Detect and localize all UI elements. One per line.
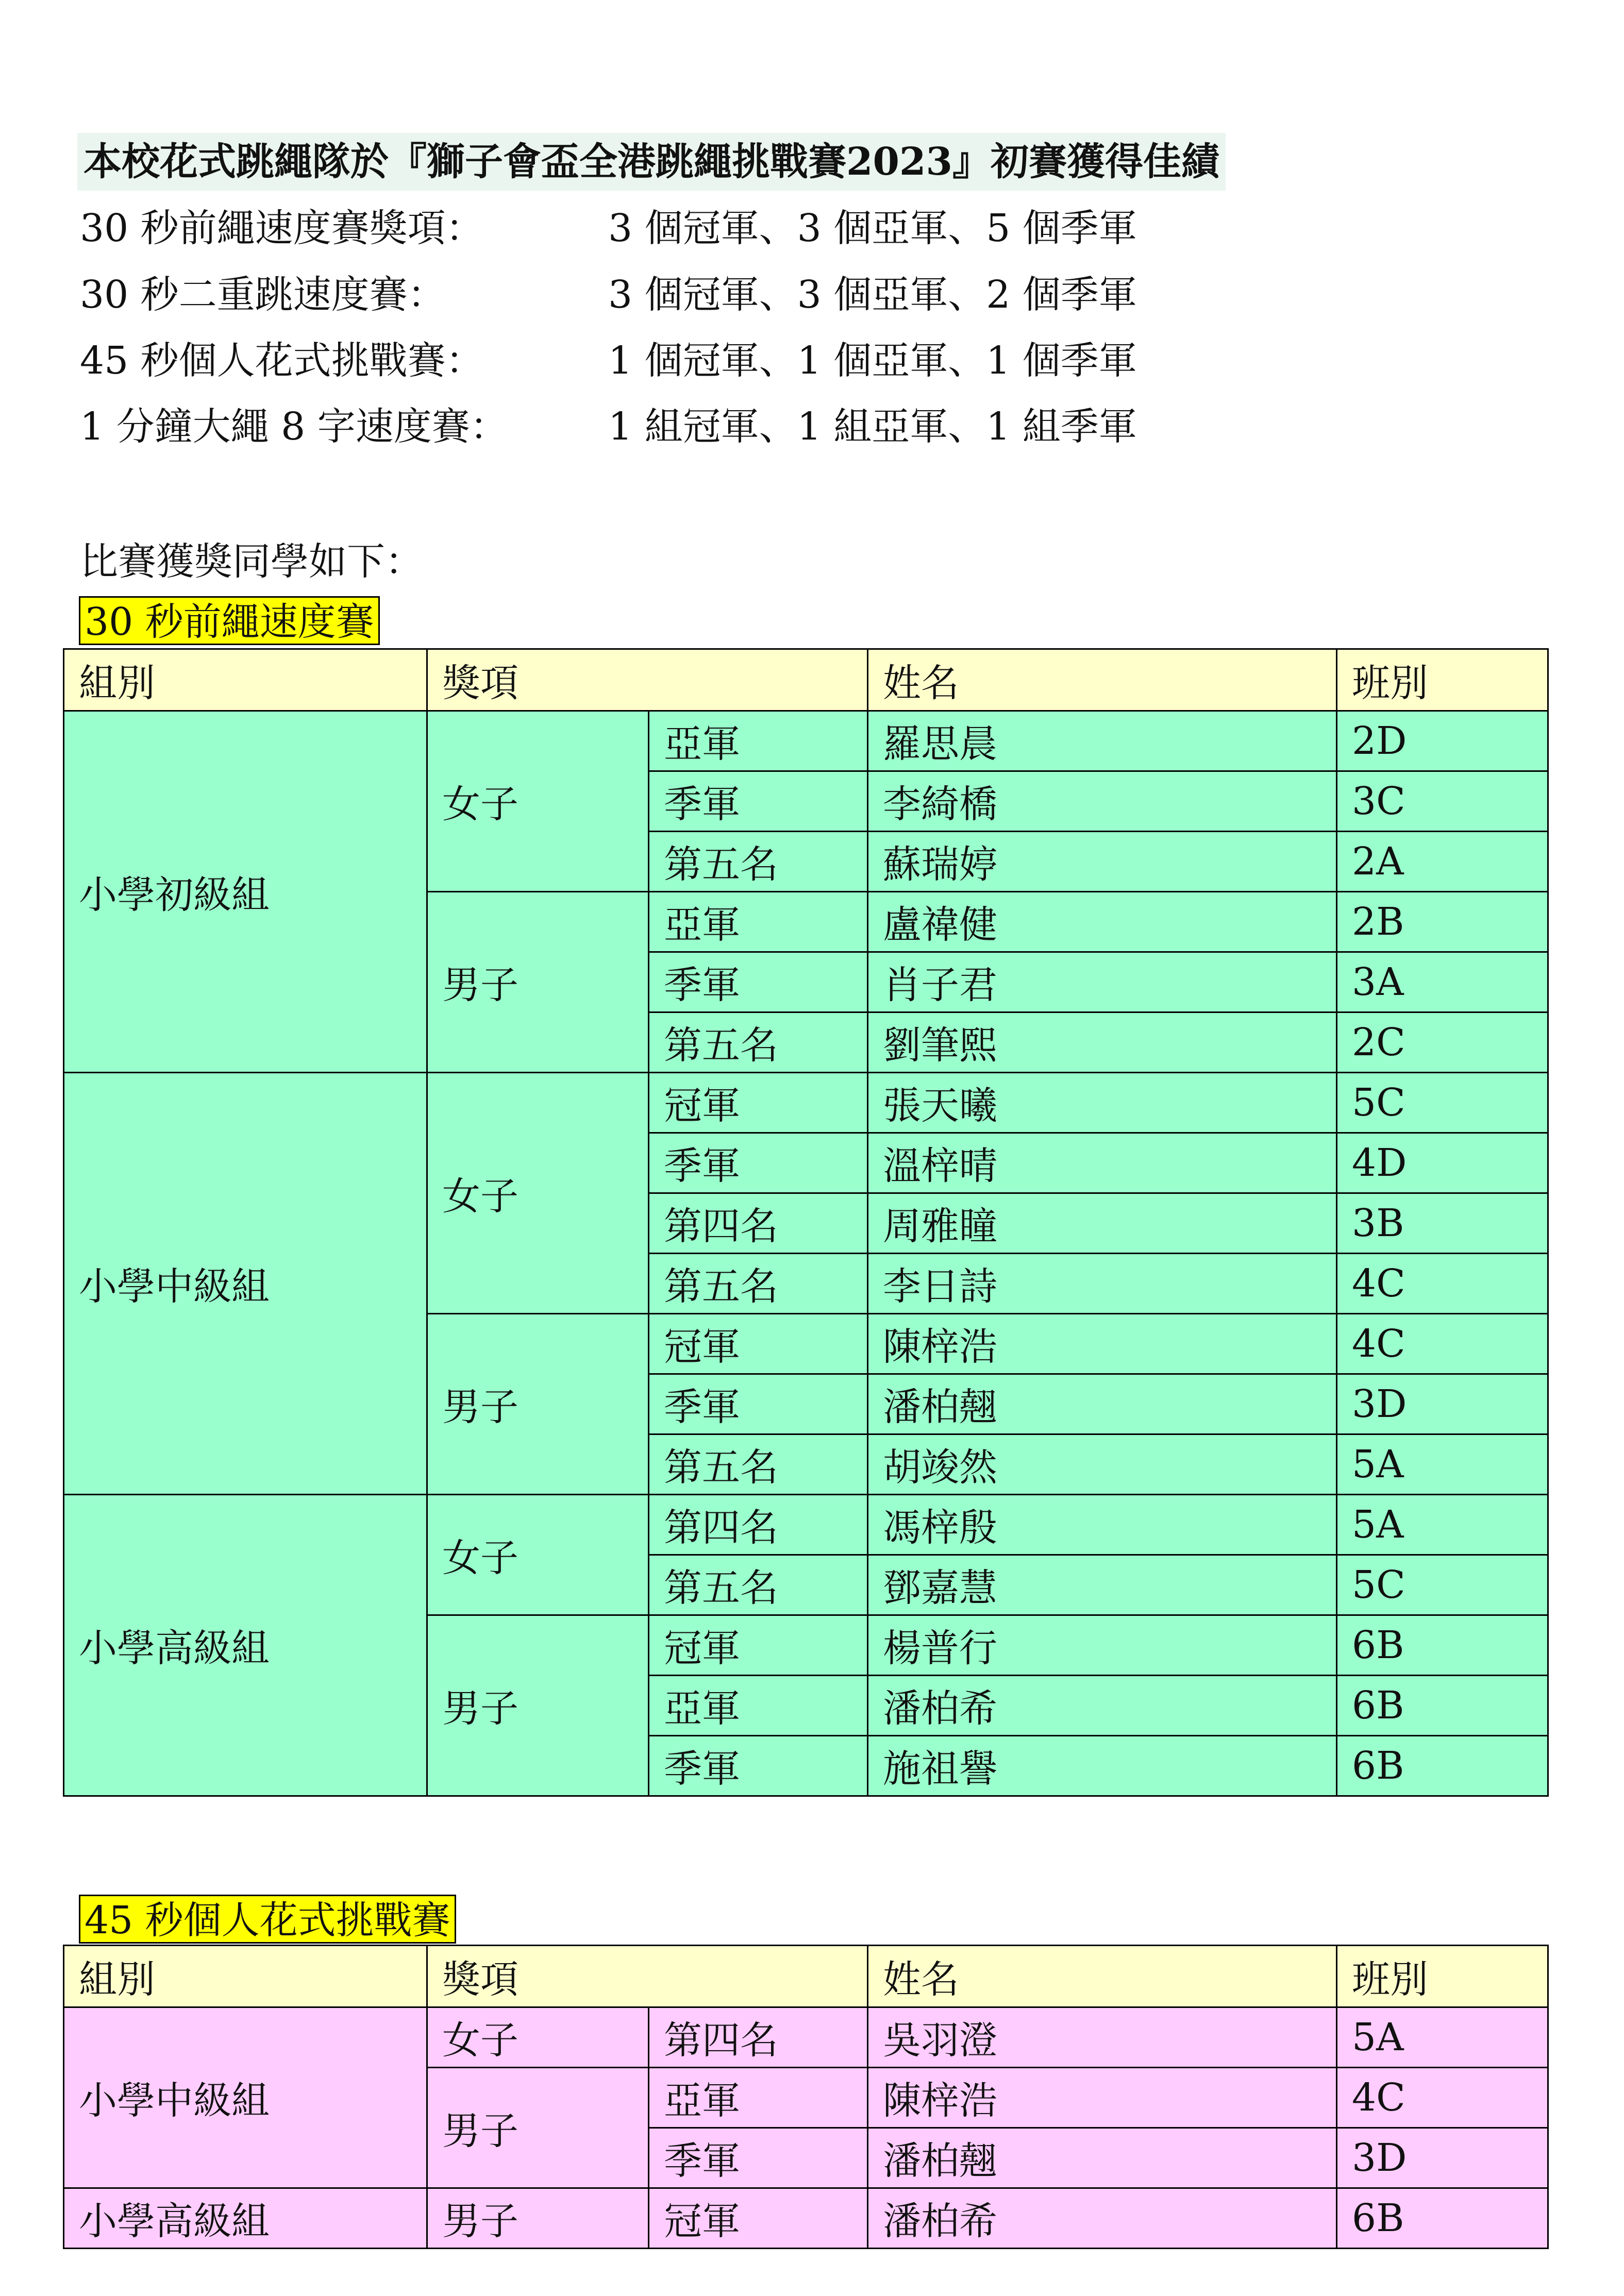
class-cell: 6B xyxy=(1337,1736,1548,1796)
results-table-45s-freestyle xyxy=(63,1945,1549,2249)
section-label-45s-freestyle: 45 秒個人花式挑戰賽 xyxy=(79,1895,456,1944)
class-cell: 3D xyxy=(1337,2128,1548,2188)
place-cell: 冠軍 xyxy=(649,1314,868,1374)
place-cell: 季軍 xyxy=(649,771,868,832)
name-cell: 楊普行 xyxy=(868,1615,1337,1676)
gender-cell: 女子 xyxy=(427,1073,649,1314)
class-cell: 4C xyxy=(1337,1254,1548,1314)
class-cell: 2C xyxy=(1337,1012,1548,1073)
place-cell: 亞軍 xyxy=(649,2068,868,2128)
place-cell: 冠軍 xyxy=(649,1073,868,1133)
header-group: 組別 xyxy=(64,649,427,711)
class-cell: 6B xyxy=(1337,2188,1548,2249)
table-row xyxy=(64,2007,1548,2068)
place-cell: 季軍 xyxy=(649,2128,868,2188)
class-cell: 2A xyxy=(1337,832,1548,892)
name-cell: 劉筆熙 xyxy=(868,1012,1337,1073)
class-cell: 4C xyxy=(1337,1314,1548,1374)
section-label-30s-speed: 30 秒前繩速度賽 xyxy=(79,596,380,645)
summary-result: 3 個冠軍、3 個亞軍、2 個季軍 xyxy=(608,273,1137,317)
group-cell: 小學高級組 xyxy=(64,2188,427,2249)
table-header-row xyxy=(64,1946,1548,2007)
place-cell: 第五名 xyxy=(649,1254,868,1314)
name-cell: 吳羽澄 xyxy=(868,2007,1337,2068)
header-class: 班別 xyxy=(1337,649,1548,711)
table-row xyxy=(64,2188,1548,2249)
name-cell: 陳梓浩 xyxy=(868,2068,1337,2128)
class-cell: 3A xyxy=(1337,952,1548,1012)
place-cell: 第四名 xyxy=(649,1495,868,1555)
name-cell: 羅思晨 xyxy=(868,711,1337,771)
place-cell: 季軍 xyxy=(649,1133,868,1193)
name-cell: 潘柏翹 xyxy=(868,1374,1337,1434)
table-header-row xyxy=(64,649,1548,711)
place-cell: 冠軍 xyxy=(649,1615,868,1676)
table-row xyxy=(64,1495,1548,1555)
winners-intro: 比賽獲獎同學如下： xyxy=(80,539,423,584)
summary-result: 1 個冠軍、1 個亞軍、1 個季軍 xyxy=(608,339,1137,383)
place-cell: 第五名 xyxy=(649,1434,868,1495)
name-cell: 潘柏希 xyxy=(868,2188,1337,2249)
class-cell: 2B xyxy=(1337,892,1548,952)
place-cell: 第四名 xyxy=(649,2007,868,2068)
place-cell: 冠軍 xyxy=(649,2188,868,2249)
name-cell: 溫梓晴 xyxy=(868,1133,1337,1193)
table-row xyxy=(64,711,1548,771)
name-cell: 陳梓浩 xyxy=(868,1314,1337,1374)
place-cell: 第五名 xyxy=(649,1555,868,1615)
summary-result: 3 個冠軍、3 個亞軍、5 個季軍 xyxy=(608,206,1137,250)
gender-cell: 男子 xyxy=(427,2068,649,2188)
class-cell: 6B xyxy=(1337,1676,1548,1736)
place-cell: 亞軍 xyxy=(649,1676,868,1736)
summary-event: 30 秒前繩速度賽獎項： xyxy=(80,206,484,250)
name-cell: 潘柏希 xyxy=(868,1676,1337,1736)
class-cell: 5A xyxy=(1337,1434,1548,1495)
place-cell: 季軍 xyxy=(649,1736,868,1796)
summary-event: 1 分鐘大繩 8 字速度賽： xyxy=(80,404,508,449)
name-cell: 胡竣然 xyxy=(868,1434,1337,1495)
group-cell: 小學中級組 xyxy=(64,1073,427,1495)
place-cell: 季軍 xyxy=(649,1374,868,1434)
gender-cell: 男子 xyxy=(427,1615,649,1796)
header-name: 姓名 xyxy=(868,649,1337,711)
class-cell: 5A xyxy=(1337,2007,1548,2068)
header-group: 組別 xyxy=(64,1946,427,2007)
place-cell: 第五名 xyxy=(649,832,868,892)
header-class: 班別 xyxy=(1337,1946,1548,2007)
group-cell: 小學初級組 xyxy=(64,711,427,1073)
name-cell: 潘柏翹 xyxy=(868,2128,1337,2188)
class-cell: 5C xyxy=(1337,1555,1548,1615)
class-cell: 4D xyxy=(1337,1133,1548,1193)
table-row xyxy=(64,1073,1548,1133)
gender-cell: 女子 xyxy=(427,711,649,892)
gender-cell: 男子 xyxy=(427,892,649,1073)
name-cell: 蘇瑞婷 xyxy=(868,832,1337,892)
class-cell: 5A xyxy=(1337,1495,1548,1555)
group-cell: 小學高級組 xyxy=(64,1495,427,1796)
page-title: 本校花式跳繩隊於『獅子會盃全港跳繩挑戰賽2023』初賽獲得佳績 xyxy=(77,133,1226,191)
name-cell: 李綺橋 xyxy=(868,771,1337,832)
class-cell: 3B xyxy=(1337,1193,1548,1254)
header-award: 獎項 xyxy=(427,1946,868,2007)
class-cell: 2D xyxy=(1337,711,1548,771)
name-cell: 周雅瞳 xyxy=(868,1193,1337,1254)
class-cell: 6B xyxy=(1337,1615,1548,1676)
name-cell: 李日詩 xyxy=(868,1254,1337,1314)
summary-event: 45 秒個人花式挑戰賽： xyxy=(80,339,484,383)
gender-cell: 男子 xyxy=(427,2188,649,2249)
gender-cell: 女子 xyxy=(427,2007,649,2068)
header-award: 獎項 xyxy=(427,649,868,711)
gender-cell: 男子 xyxy=(427,1314,649,1495)
place-cell: 亞軍 xyxy=(649,892,868,952)
class-cell: 3C xyxy=(1337,771,1548,832)
class-cell: 4C xyxy=(1337,2068,1548,2128)
name-cell: 馮梓殷 xyxy=(868,1495,1337,1555)
place-cell: 亞軍 xyxy=(649,711,868,771)
class-cell: 5C xyxy=(1337,1073,1548,1133)
class-cell: 3D xyxy=(1337,1374,1548,1434)
gender-cell: 女子 xyxy=(427,1495,649,1615)
name-cell: 肖子君 xyxy=(868,952,1337,1012)
group-cell: 小學中級組 xyxy=(64,2007,427,2188)
results-table-30s-speed xyxy=(63,648,1549,1797)
name-cell: 盧禕健 xyxy=(868,892,1337,952)
name-cell: 張天曦 xyxy=(868,1073,1337,1133)
header-name: 姓名 xyxy=(868,1946,1337,2007)
summary-event: 30 秒二重跳速度賽： xyxy=(80,273,446,317)
name-cell: 施祖譽 xyxy=(868,1736,1337,1796)
place-cell: 第四名 xyxy=(649,1193,868,1254)
summary-result: 1 組冠軍、1 組亞軍、1 組季軍 xyxy=(608,404,1137,449)
place-cell: 第五名 xyxy=(649,1012,868,1073)
name-cell: 鄧嘉慧 xyxy=(868,1555,1337,1615)
place-cell: 季軍 xyxy=(649,952,868,1012)
